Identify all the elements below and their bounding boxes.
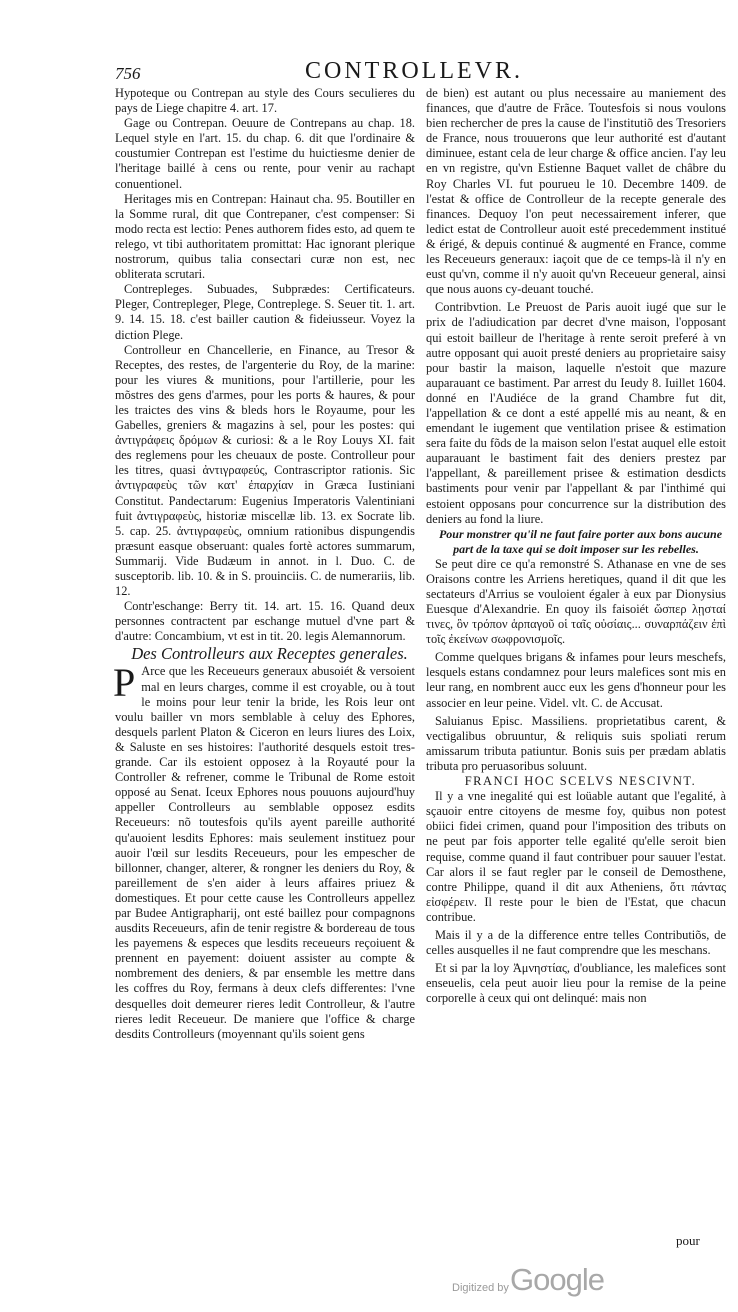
left-column [115,86,415,1042]
paragraph-finances: de bien) est autant ou plus necessaire au maniement des finances, que d'autre de Frãce. Toutesfois si nous voulons bien rechercher de pres la cause de l'institutiõ des Tresoriers de France, nous trouuerons que leur authorité est d'autant diminuee, estant cela de leur charge & office ancien. I'ay leu en vn registre, qu'vn Estienne Baquet vallet de châbre du Roy Charles VI. fut pourueu le 10. Decembre 1409. de l'estat & office de Controlleur de la recepte generale des finances. Dequoy l'on peut necessairement inferer, que ledict estat de Controlleur auoit esté precedemment institué & érigé, & depuis continué & augmenté en France, comme les Receueurs generaux: iaçoit que de ce temps-là il n'y en eust qu'vn, comme il n'y auoit qu'vn Receueur general, ainsi que nous auons cy-deuant touché. [426,86,726,297]
paragraph-contrepleges: Contrepleges. Subuades, Subprædes: Certificateurs. Pleger, Contrepleger, Plege, Contreplege. S. Seuer tit. 1. art. 9. 14. 15. 18. c'est bailler caution & fideiusseur. Voyez la diction Plege. [115,282,415,342]
paragraph-gage: Gage ou Contrepan. Oeuure de Contrepans au chap. 18. Lequel style en l'art. 15. du chap. 6. dit que l'ordinaire & coustumier Contrepan est l'estime du huictiesme denier de l'heritage baillé à cens ou rente, pour venir au rachapt conuentionel. [115,116,415,191]
catchword: pour [676,1233,700,1248]
paragraph-saluianus: Saluianus Episc. Massiliens. proprietatibus carent, & vectigalibus obruuntur, & reliquis suis spoliati rerum amissarum tributa patiuntur. Bonis suis per prædam ablatis tributa pro peruasoribus soluunt. [426,713,726,773]
paragraph-contreschange: Contr'eschange: Berry tit. 14. art. 15. 16. Quand deux personnes contractent par eschange mutuel d'vne part & d'autre: Concambium, vt est in tit. 20. legis Alemannorum. [115,599,415,644]
paragraph-controlleur: Controlleur en Chancellerie, en Finance, au Tresor & Receptes, des restes, de l'argenterie du Roy, de la marine: pour les viures & munitions, pour l'artillerie, pour les mõstres des gens d'armes, pour les ports & haures, & pour les traictes des vins & bleds hors le Royaume, pour les Gabelles, greniers & magazins à sel, pour les postes: qui ἀντιγράφεις δρόμων & curiosi: & a le Roy Louys XI. fait des reglemens pour les cheuaux de poste. Controlleur pour les titres, quasi ἀντιγραφεύς, Contrascriptor rationis. Sic ἀντιγραφεὺς τῶν κατ' ἐπαρχίαν in Græca Iustiniani Constitut. Pandectarum: Eugenius Imperatoris Valentiniani fuit ἀντιγραφεὺς, historiæ miscellæ lib. 13. ex Socrate lib. 5. cap. 25. ἀντιγραφεὺς, omnium rationibus dispungendis præsunt easque obseruant: quales fortè actores summarum, Summarij. Vide Budæum in annot. in l. Duo. C. de susceptorib. lib. 10. & in S. prouinciis. C. de numerariis, lib. 12. [115,342,415,599]
paragraph-athanase: Se peut dire ce qu'a remonstré S. Athanase en vne de ses Oraisons contre les Arriens heretiques, quand il dit que les sectateurs d'Arrius se vouloient égaler à eux par Dionysius Euesque d'Alexandrie. En quoy ils faisoiét ὥσπερ λῃσταί τινες, ὃν τρόπον ἁρπαγοῦ οἱ ταῖς οὐσίαις... συναρπάζειν ἐπὶ τοῖς ἐκείνων σωφρονισμοῖς. [426,556,726,647]
page-number: 756 [115,64,141,83]
ornament-heading: Pour monstrer qu'il ne faut faire porter aux bons aucune part de la taxe qui se doit imposer sur les rebelles. [438,526,723,556]
paragraph-loy: Et si par la loy Ἀμνηστίας, d'oubliance, les malefices sont enseuelis, cela peut auoir lieu pour la remise de la peine corporelle à ceux qui ont delinqué: mais non [426,961,726,1006]
caps-heading: FRANCI HOC SCELVS NESCIVNT. [464,774,697,789]
drop-cap: P [113,660,136,706]
page-header [115,58,720,88]
paragraph-difference: Mais il y a de la difference entre telles Contributiõs, de celles ausquelles il ne faut comprendre que les meschans. [426,927,726,958]
watermark-prefix: Digitized by [452,1282,509,1294]
digitized-watermark [452,1262,612,1302]
paragraph-contribution: Contribvtion. Le Preuost de Paris auoit iugé que sur le prix de l'adiudication par decret d'vne maison, l'opposant qui estoit bailleur de l'heritage à rente seroit preferé à vn autre opposant qui auoit presté deniers au proprietaire saisy pour bastir la maison, laquelle n'estoit que mazure auparauant ce bastiment. Par arrest du Ieudy 8. Iuillet 1604. donné en l'Audiéce de la grand Chambre fut dit, l'appellation & ce dont a esté appellé mis au neant, & en emendant le iugement que ventilation prisee & estimation sera faite du fõds de la maison selon l'estat auquel elle estoit auparauant le bastiment fait des deniers prestez par l'appellant, & pareillement prisee & estimation desdicts bastiments pour venir par l'appellant & par l'inthimé qui estoient opposans pour concurrence sur la distribution des deniers au fond la liure. [426,300,726,526]
google-logo-icon: Google [510,1262,604,1297]
section-subheading: Des Controlleurs aux Receptes generales. [131,644,408,664]
paragraph-brigans: Comme quelques brigans & infames pour leurs meschefs, lesquels estans condamnez pour leurs malefices sont mis en leur rang, en nombrent aucc eux les gens d'honneur pour les associer en leur peine. Videl. vlt. C. de Accusat. [426,650,726,710]
paragraph-inegalite: Il y a vne inegalité qui est loüable autant que l'egalité, à sçauoir entre citoyens de mesme foy, quibus non potest obiici fidei crimen, quand pour l'imposition des tributs on ne peut par fois apporter telle egalité qu'elle seroit bien requise, comme quand il faut contribuer pour sauuer l'estat. Car alors il se faut regler par le conseil de Demosthene, contre Philippe, quand il dit aux Atheniens, ὅτι πάντας εἰσφέρειν. Il reste pour le bien de l'Estat, que chacun contribue. [426,789,726,924]
paragraph-receueurs [113,660,415,1041]
paragraph-hypoteque: Hypoteque ou Contrepan au style des Cours seculieres du pays de Liege chapitre 4. art. 17. [115,86,415,116]
right-column [426,86,726,1006]
paragraph-receueurs-text: Arce que les Receueurs generaux abusoiét & versoient mal en leurs charges, comme il est croyable, ou à tout le moins pour leur tenir la bride, les Rois leur ont voulu bailler vn mors semblable à celuy des Ephores, desquels parlent Platon & Ciceron en leurs liures des Loix, & Saluste en ses histoires: l'authorité desquels estoit tres-grande. Car ils estoient opposez à la Royauté pour la Controller & refrener, comme le Tribunal de Rome estoit opposé au Senat. Iceux Ephores nous pouuons aujourd'huy appeller Controlleurs au semblable opposez esdits Receueurs: nõ toutesfois qu'ils ayent pareille authorité qu'auoient lesdits Ephores: mais seulement instituez pour auoir l'œil sur lesdits Receueurs, pour les empescher de billonner, changer, alterer, & rongner les deniers du Roy, & pareillement de s'en aider à leurs affaires priuez & domestiques. Et pour cette cause les Controlleurs appellez par Budee Antigrapharij, ont esté baillez pour compagnons ausdits Receueurs, afin de tenir registre & bordereau de tous les payemens & especes que lesdits receueurs reçoiuent & prennent en payement: doiuent assister au compte & nombrement des deniers, & par ensemble les mettre dans les coffres du Roy, fermans à deux clefs differentes: l'vne desquelles doit demeurer rieres ledit Controlleur, & l'autre rieres ledit Receueur. De maniere que l'office & charge desdits Controlleurs (moyennant qu'ils soient gens [115,664,415,1041]
running-head: CONTROLLEVR. [305,58,523,84]
paragraph-heritages: Heritages mis en Contrepan: Hainaut cha. 95. Boutiller en la Somme rural, dit que Contrepaner, c'est compenser: Si modo recta est lectio: Penes authorem fides esto, ad quem te relego, vt tibi authoritatem promittat: Hac ignorant plerique nostrorum, quibus talia consectari curæ non est, nec obliterata scrutari. [115,191,415,282]
